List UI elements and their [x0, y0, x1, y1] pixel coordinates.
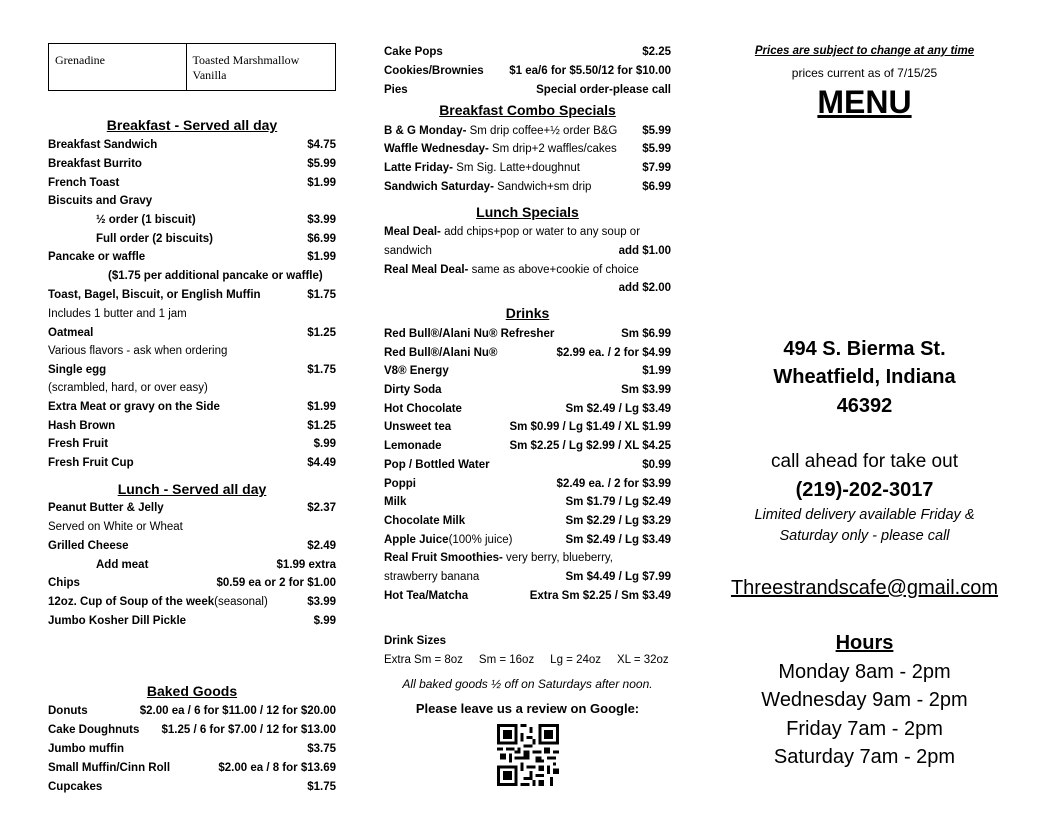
menu-item: Breakfast Burrito $5.99 [48, 158, 336, 170]
call-ahead: call ahead for take out [771, 451, 958, 472]
menu-item: Cupcakes $1.75 [48, 781, 336, 793]
menu-title: MENU [817, 84, 912, 120]
flavor-cell: Toasted Marshmallow Vanilla [192, 53, 300, 82]
menu-item: Jumbo Kosher Dill Pickle $.99 [48, 615, 336, 627]
combo-heading: Breakfast Combo Specials [439, 102, 616, 118]
flavor-table [48, 43, 336, 91]
menu-item: Meal Deal- add chips+pop or water to any soup or [384, 226, 641, 238]
menu-item: Real Meal Deal- same as above+cookie of choice [384, 264, 639, 276]
menu-item: Cake Doughnuts $1.25 / 6 for $7.00 / 12 for $13.00 [48, 724, 336, 736]
drink-sizes: Extra Sm = 8oz Sm = 16oz Lg = 24oz XL = 32oz [384, 654, 669, 666]
menu-note: (scrambled, hard, or over easy) [48, 382, 208, 394]
hours-line: Monday 8am - 2pm [778, 661, 951, 683]
menu-item: Oatmeal $1.25 [48, 327, 336, 339]
breakfast-heading: Breakfast - Served all day [106, 117, 278, 133]
menu-item: Pancake or waffle $1.99 [48, 251, 336, 263]
drink-item: Dirty Soda Sm $3.99 [384, 384, 671, 396]
drink-sizes-title: Drink Sizes [384, 635, 446, 647]
drink-item: Hot Chocolate Sm $2.49 / Lg $3.49 [384, 403, 671, 415]
menu-item: Cookies/Brownies $1 ea/6 for $5.50/12 for $10.00 [384, 65, 671, 77]
drink-item: Apple Juice(100% juice) Sm $2.49 / Lg $3.49 [384, 534, 671, 546]
hours-line: Saturday 7am - 2pm [773, 746, 956, 768]
drink-item: Hot Tea/Matcha Extra Sm $2.25 / Sm $3.49 [384, 590, 671, 602]
menu-item: Pies Special order-please call [384, 84, 671, 96]
menu-item: Toast, Bagel, Biscuit, or English Muffin $1.75 [48, 289, 336, 301]
menu-item: Extra Meat or gravy on the Side $1.99 [48, 401, 336, 413]
address-line-1: 494 S. Bierma St. [783, 338, 946, 360]
menu-item: add $2.00 [618, 282, 671, 294]
menu-item: Breakfast Sandwich $4.75 [48, 139, 336, 151]
menu-item: Grilled Cheese $2.49 [48, 540, 336, 552]
menu-item: Add meat $1.99 extra [96, 559, 336, 571]
lunch-specials-heading: Lunch Specials [476, 204, 579, 220]
price-disclaimer: Prices are subject to change at any time [754, 45, 975, 57]
menu-item: Small Muffin/Cinn Roll $2.00 ea / 8 for $13.69 [48, 762, 336, 774]
menu-item: Peanut Butter & Jelly $2.37 [48, 502, 336, 514]
drink-item: Real Fruit Smoothies- very berry, blueberry, [384, 552, 613, 564]
drink-item: Red Bull®/Alani Nu® Refresher Sm $6.99 [384, 328, 671, 340]
menu-note: Various flavors - ask when ordering [48, 345, 228, 357]
baked-heading: Baked Goods [146, 683, 238, 699]
menu-item: French Toast $1.99 [48, 177, 336, 189]
review-prompt: Please leave us a review on Google: [415, 701, 640, 716]
menu-item: Single egg $1.75 [48, 364, 336, 376]
menu-note: Served on White or Wheat [48, 521, 183, 533]
menu-item: Hash Brown $1.25 [48, 420, 336, 432]
price-date: prices current as of 7/15/25 [791, 66, 938, 80]
address-line-2: Wheatfield, Indiana [773, 366, 956, 388]
drink-item: Milk Sm $1.79 / Lg $2.49 [384, 496, 671, 508]
menu-item: Sandwich Saturday- Sandwich+sm drip $6.99 [384, 181, 671, 193]
menu-item: 12oz. Cup of Soup of the week(seasonal) $3.99 [48, 596, 336, 608]
drink-item: strawberry banana Sm $4.49 / Lg $7.99 [384, 571, 671, 583]
drinks-heading: Drinks [505, 305, 550, 321]
menu-item: Fresh Fruit $.99 [48, 438, 336, 450]
menu-item: Fresh Fruit Cup $4.49 [48, 457, 336, 469]
address-zip: 46392 [836, 395, 893, 417]
menu-item: Biscuits and Gravy [48, 195, 153, 207]
hours-line: Wednesday 9am - 2pm [761, 689, 968, 711]
menu-item: ½ order (1 biscuit) $3.99 [96, 214, 336, 226]
menu-item: Jumbo muffin $3.75 [48, 743, 336, 755]
menu-item: Cake Pops $2.25 [384, 46, 671, 58]
menu-item: Donuts $2.00 ea / 6 for $11.00 / 12 for $20.00 [48, 705, 336, 717]
hours-heading: Hours [835, 632, 894, 654]
menu-item: B & G Monday- Sm drip coffee+½ order B&G $5.99 [384, 125, 671, 137]
email-link[interactable]: Threestrandscafe@gmail.com [730, 577, 999, 599]
qr-code[interactable] [497, 724, 559, 786]
flavor-cell: Grenadine [49, 44, 187, 90]
drink-item: Poppi $2.49 ea. / 2 for $3.99 [384, 478, 671, 490]
drink-item: Red Bull®/Alani Nu® $2.99 ea. / 2 for $4.99 [384, 347, 671, 359]
drink-item: Unsweet tea Sm $0.99 / Lg $1.49 / XL $1.99 [384, 421, 671, 433]
delivery-note: Saturday only - please call [779, 528, 950, 544]
menu-item: Latte Friday- Sm Sig. Latte+doughnut $7.99 [384, 162, 671, 174]
drink-item: Pop / Bottled Water $0.99 [384, 459, 671, 471]
menu-item: sandwich add $1.00 [384, 245, 671, 257]
menu-item: Waffle Wednesday- Sm drip+2 waffles/cakes $5.99 [384, 143, 671, 155]
hours-line: Friday 7am - 2pm [786, 718, 943, 740]
drink-item: Lemonade Sm $2.25 / Lg $2.99 / XL $4.25 [384, 440, 671, 452]
lunch-heading: Lunch - Served all day [117, 481, 267, 497]
saturday-note: All baked goods ½ off on Saturdays after noon. [402, 677, 653, 691]
delivery-note: Limited delivery available Friday & [754, 507, 975, 523]
phone-number[interactable]: (219)-202-3017 [795, 479, 934, 501]
menu-item: Full order (2 biscuits) $6.99 [96, 233, 336, 245]
menu-note: Includes 1 butter and 1 jam [48, 308, 187, 320]
drink-item: Chocolate Milk Sm $2.29 / Lg $3.29 [384, 515, 671, 527]
menu-note: ($1.75 per additional pancake or waffle) [108, 270, 323, 282]
drink-item: V8® Energy $1.99 [384, 365, 671, 377]
menu-item: Chips $0.59 ea or 2 for $1.00 [48, 577, 336, 589]
